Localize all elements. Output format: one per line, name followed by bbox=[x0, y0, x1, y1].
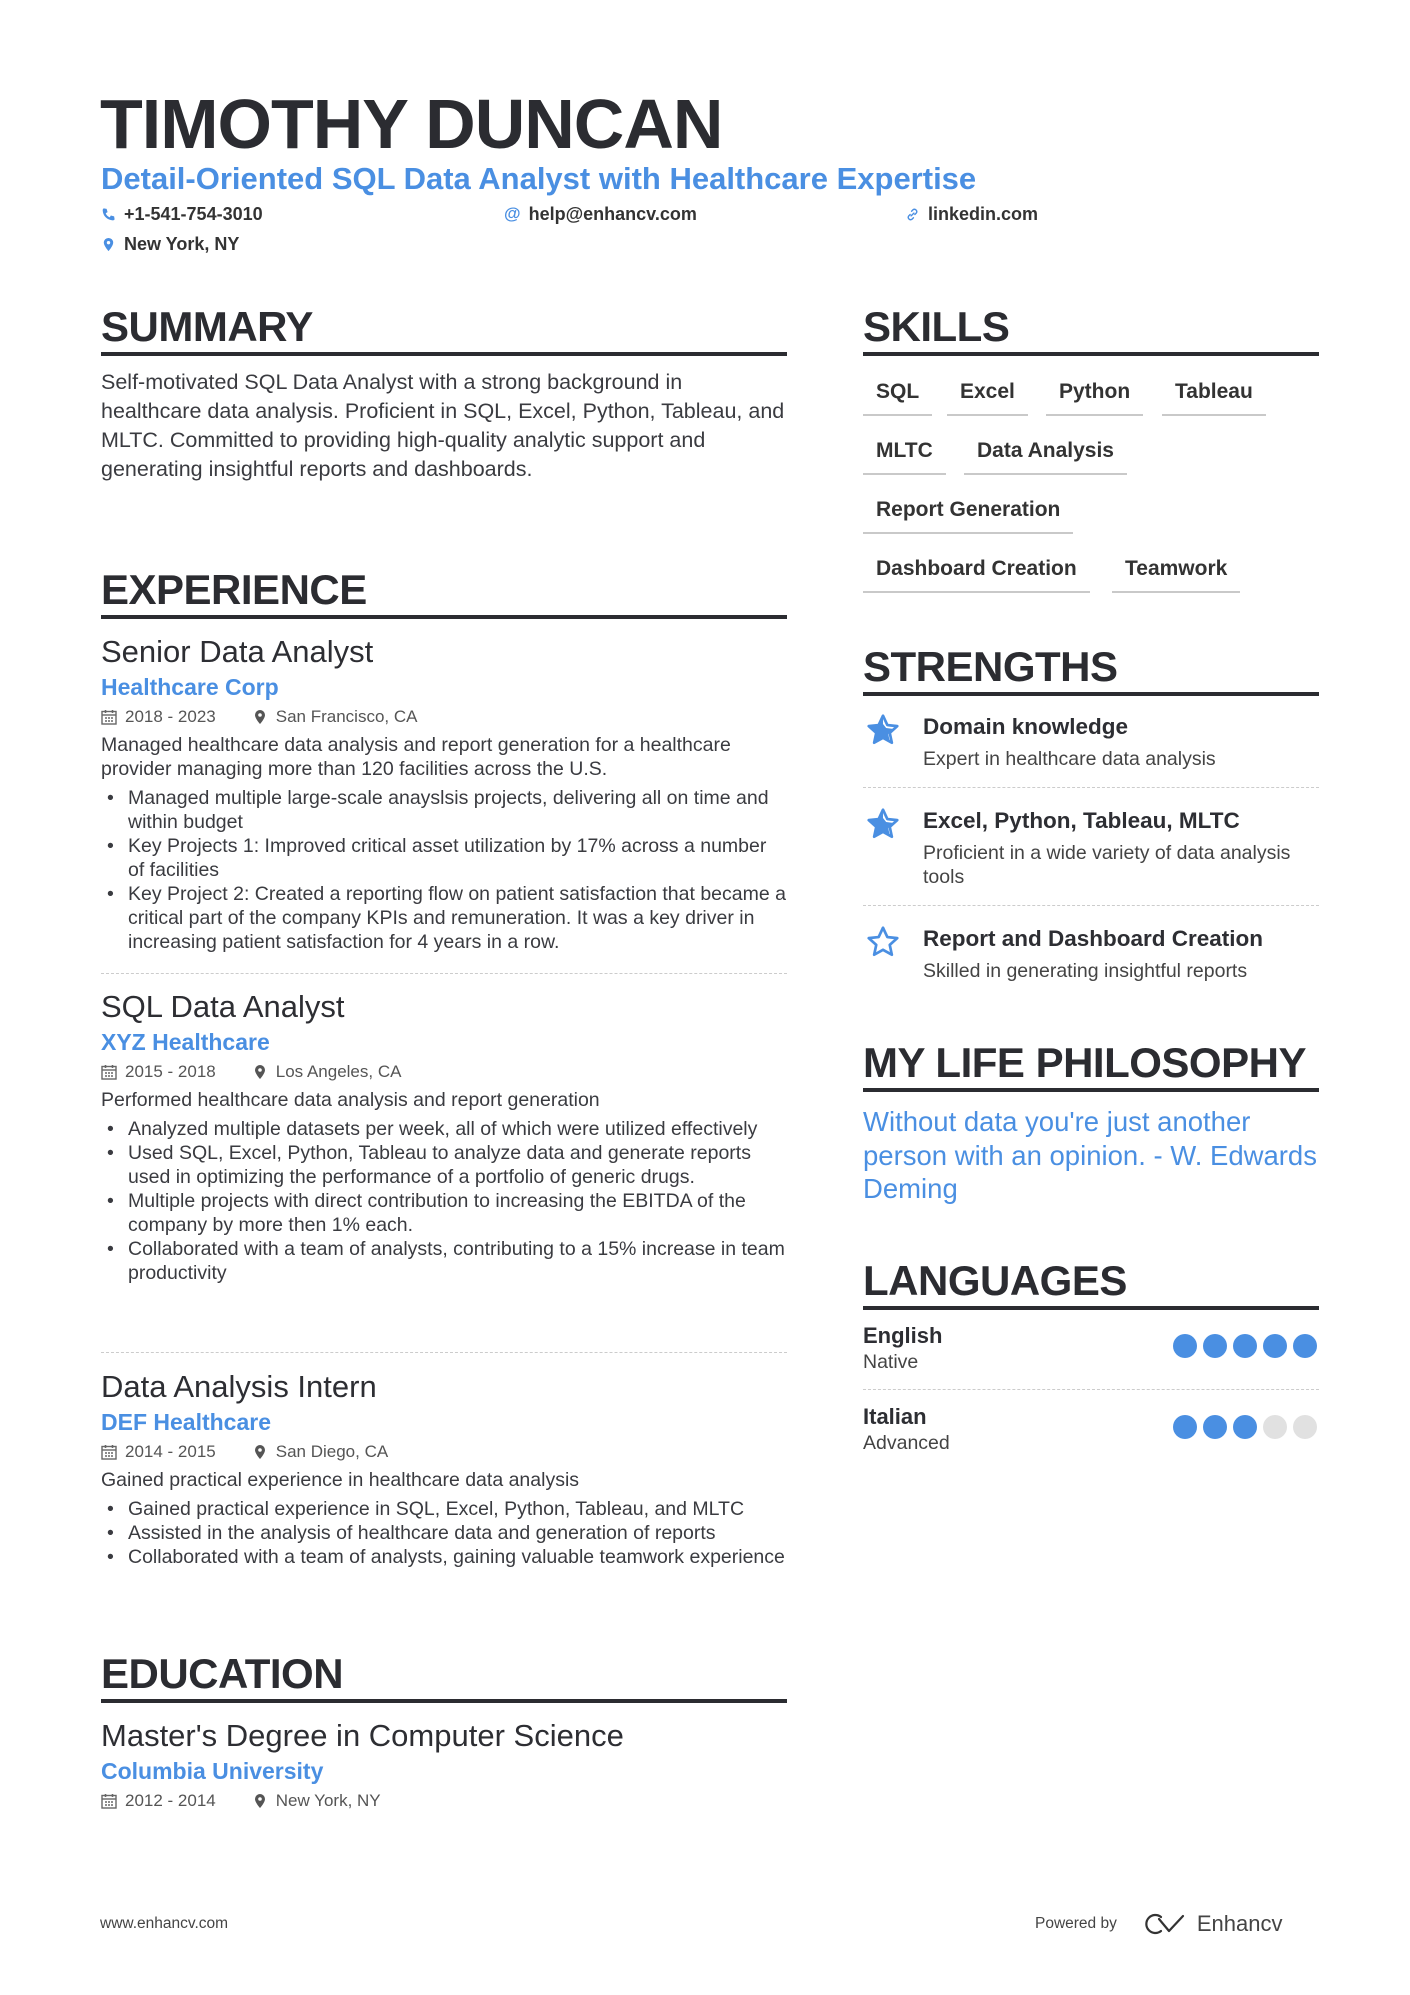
strength-item bbox=[863, 806, 1319, 889]
location-pin-icon bbox=[252, 1064, 268, 1080]
rating-dot-filled bbox=[1233, 1415, 1257, 1439]
language-name: Italian bbox=[863, 1404, 927, 1429]
strengths-section bbox=[863, 642, 1319, 696]
candidate-name: TIMOTHY DUNCAN bbox=[100, 85, 723, 163]
rating-dot-filled bbox=[1203, 1415, 1227, 1439]
strength-description: Expert in healthcare data analysis bbox=[923, 748, 1216, 770]
bullet-item: • Gained practical experience in SQL, Excel, Python, Tableau, and MLTC bbox=[101, 1497, 787, 1521]
language-item bbox=[863, 1403, 1319, 1455]
skill-tag: SQL bbox=[863, 379, 932, 416]
education-dates: 2012 - 2014 bbox=[125, 1791, 216, 1810]
philosophy-section bbox=[863, 1038, 1319, 1206]
summary-section bbox=[101, 302, 787, 484]
linkedin-contact[interactable] bbox=[905, 202, 1038, 226]
rating-dot-filled bbox=[1233, 1334, 1257, 1358]
footer-website[interactable]: www.enhancv.com bbox=[100, 1915, 229, 1932]
summary-text: Self-motivated SQL Data Analyst with a strong background in healthcare data analysis. Proficient in SQL, Excel, Python, Tableau, and MLTC. Committed to providing high-quality analytic support and generating insightful reports and dashboards. bbox=[101, 370, 785, 481]
strength-title: Domain knowledge bbox=[923, 714, 1129, 739]
job-entry bbox=[101, 988, 787, 1285]
philosophy-heading: MY LIFE PHILOSOPHY bbox=[863, 1038, 1319, 1092]
skill-tag: Python bbox=[1046, 379, 1143, 416]
experience-section bbox=[101, 565, 787, 619]
skill-tag: Dashboard Creation bbox=[863, 556, 1090, 593]
bullet-item: • Collaborated with a team of analysts, contributing to a 15% increase in team productivity bbox=[101, 1237, 787, 1285]
location-pin-icon bbox=[252, 1793, 268, 1809]
job-title: Data Analysis Intern bbox=[101, 1369, 377, 1404]
skill-tag: Report Generation bbox=[863, 497, 1073, 534]
star-half-filled-icon bbox=[865, 712, 901, 748]
experience-heading: EXPERIENCE bbox=[101, 565, 787, 619]
email-text[interactable]: help@enhancv.com bbox=[528, 204, 697, 224]
job-dates: 2015 - 2018 bbox=[125, 1062, 216, 1081]
job-meta bbox=[101, 703, 787, 731]
skill-tag: Excel bbox=[947, 379, 1028, 416]
skill-tag: Tableau bbox=[1162, 379, 1266, 416]
skill-tag: Data Analysis bbox=[964, 438, 1127, 475]
powered-by bbox=[1035, 1912, 1282, 1936]
bullet-item: • Analyzed multiple datasets per week, all of which were utilized effectively bbox=[101, 1117, 787, 1141]
philosophy-quote: Without data you're just another person with an opinion. - W. Edwards Deming bbox=[863, 1106, 1317, 1204]
job-dates: 2018 - 2023 bbox=[125, 707, 216, 726]
enhancv-logo-icon bbox=[1143, 1912, 1189, 1936]
phone-contact bbox=[101, 202, 263, 226]
rating-dot-filled bbox=[1203, 1334, 1227, 1358]
job-location: Los Angeles, CA bbox=[275, 1062, 402, 1081]
star-outline-icon bbox=[865, 924, 901, 960]
language-rating bbox=[1173, 1415, 1317, 1439]
job-dates: 2014 - 2015 bbox=[125, 1442, 216, 1461]
skill-tag: MLTC bbox=[863, 438, 946, 475]
company-name: DEF Healthcare bbox=[101, 1409, 272, 1435]
divider bbox=[101, 973, 787, 974]
calendar-icon bbox=[101, 709, 117, 725]
job-description: Managed healthcare data analysis and report generation for a healthcare provider managing more than 120 facilities across the U.S. bbox=[101, 734, 731, 780]
bullet-item: • Multiple projects with direct contribution to increasing the EBITDA of the company by more then 1% each. bbox=[101, 1189, 787, 1237]
rating-dot-filled bbox=[1293, 1334, 1317, 1358]
job-title: SQL Data Analyst bbox=[101, 989, 345, 1024]
strength-item bbox=[863, 712, 1319, 771]
phone-text: +1-541-754-3010 bbox=[124, 204, 263, 224]
divider bbox=[863, 1389, 1319, 1390]
language-item bbox=[863, 1322, 1319, 1374]
star-half-filled-icon bbox=[865, 806, 901, 842]
job-bullets bbox=[101, 786, 787, 954]
rating-dot-filled bbox=[1263, 1334, 1287, 1358]
strength-description: Proficient in a wide variety of data analysis tools bbox=[923, 842, 1291, 888]
rating-dot-empty bbox=[1293, 1415, 1317, 1439]
job-location: San Diego, CA bbox=[275, 1442, 389, 1461]
divider bbox=[863, 787, 1319, 788]
education-section bbox=[101, 1649, 787, 1815]
skills-section bbox=[863, 302, 1319, 356]
company-name: Healthcare Corp bbox=[101, 674, 279, 700]
location-text: New York, NY bbox=[124, 234, 240, 254]
enhancv-brand: Enhancv bbox=[1196, 1911, 1283, 1936]
job-meta bbox=[101, 1058, 787, 1086]
headline: Detail-Oriented SQL Data Analyst with Healthcare Expertise bbox=[101, 161, 977, 196]
job-description: Gained practical experience in healthcare data analysis bbox=[101, 1469, 580, 1491]
job-entry bbox=[101, 1368, 787, 1569]
skill-tag: Teamwork bbox=[1112, 556, 1240, 593]
rating-dot-filled bbox=[1173, 1334, 1197, 1358]
job-description: Performed healthcare data analysis and report generation bbox=[101, 1089, 600, 1111]
language-level: Advanced bbox=[863, 1432, 950, 1454]
bullet-item: • Key Projects 1: Improved critical asset utilization by 17% across a number of facilities bbox=[101, 834, 787, 882]
strengths-heading: STRENGTHS bbox=[863, 642, 1319, 696]
school-name: Columbia University bbox=[101, 1758, 324, 1784]
enhancv-logo bbox=[1143, 1912, 1283, 1936]
strength-description: Skilled in generating insightful reports bbox=[923, 960, 1248, 982]
job-meta bbox=[101, 1438, 787, 1466]
job-bullets bbox=[101, 1117, 787, 1285]
bullet-item: • Managed multiple large-scale anayslsis projects, delivering all on time and within budget bbox=[101, 786, 787, 834]
at-icon: @ bbox=[504, 204, 521, 223]
powered-by-text: Powered by bbox=[1035, 1915, 1117, 1932]
language-level: Native bbox=[863, 1351, 919, 1373]
language-rating bbox=[1173, 1334, 1317, 1358]
education-location: New York, NY bbox=[275, 1791, 381, 1810]
education-heading: EDUCATION bbox=[101, 1649, 787, 1703]
bullet-item: • Assisted in the analysis of healthcare data and generation of reports bbox=[101, 1521, 787, 1545]
job-title: Senior Data Analyst bbox=[101, 634, 374, 669]
email-contact[interactable] bbox=[504, 202, 697, 226]
strength-title: Excel, Python, Tableau, MLTC bbox=[923, 808, 1240, 833]
languages-section bbox=[863, 1256, 1319, 1310]
location-contact bbox=[101, 232, 239, 256]
education-meta bbox=[101, 1787, 787, 1815]
calendar-icon bbox=[101, 1064, 117, 1080]
languages-heading: LANGUAGES bbox=[863, 1256, 1319, 1310]
language-name: English bbox=[863, 1323, 943, 1348]
divider bbox=[101, 1352, 787, 1353]
location-pin-icon bbox=[101, 237, 116, 252]
rating-dot-filled bbox=[1173, 1415, 1197, 1439]
phone-icon bbox=[101, 207, 116, 222]
location-pin-icon bbox=[252, 1444, 268, 1460]
bullet-item: • Collaborated with a team of analysts, gaining valuable teamwork experience bbox=[101, 1545, 787, 1569]
divider bbox=[863, 905, 1319, 906]
strength-item bbox=[863, 924, 1319, 983]
rating-dot-empty bbox=[1263, 1415, 1287, 1439]
bullet-item: • Used SQL, Excel, Python, Tableau to analyze data and generate reports used in optimizing the performance of a portfolio of generic drugs. bbox=[101, 1141, 787, 1189]
degree: Master's Degree in Computer Science bbox=[101, 1718, 624, 1753]
link-icon bbox=[905, 207, 920, 222]
strength-title: Report and Dashboard Creation bbox=[923, 926, 1264, 951]
linkedin-text[interactable]: linkedin.com bbox=[928, 204, 1039, 224]
summary-heading: SUMMARY bbox=[101, 302, 787, 356]
job-bullets bbox=[101, 1497, 787, 1569]
calendar-icon bbox=[101, 1793, 117, 1809]
job-location: San Francisco, CA bbox=[275, 707, 418, 726]
bullet-item: • Key Project 2: Created a reporting flow on patient satisfaction that became a critical part of the company KPIs and remuneration. It was a key driver in increasing patient satisfaction for 4 years in a row. bbox=[101, 882, 787, 954]
calendar-icon bbox=[101, 1444, 117, 1460]
skills-heading: SKILLS bbox=[863, 302, 1319, 356]
company-name: XYZ Healthcare bbox=[101, 1029, 270, 1055]
job-entry bbox=[101, 633, 787, 954]
location-pin-icon bbox=[252, 709, 268, 725]
